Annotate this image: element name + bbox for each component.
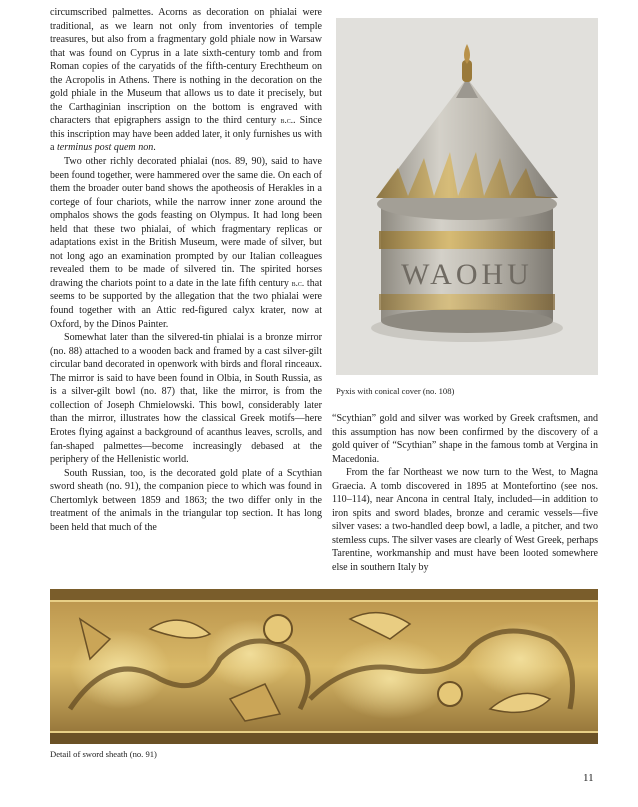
text-run: .	[153, 142, 156, 154]
latin-phrase: terminus post quem non	[56, 142, 154, 154]
pyxis-illustration	[336, 18, 598, 375]
page-number: 11	[583, 772, 594, 784]
pyxis-photo	[336, 18, 598, 375]
left-text-column	[50, 6, 322, 534]
paragraph: From the far Northeast we now turn to the West, to Magna Graecia. A tomb discovered in 1895 at Montefortino (see nos. 110–114), near Ancona in central Italy, included—in addition to iron spits and sword blades, bronze and ceramic vessels—five silver vases: a two-handled deep bowl, a ladle, a pitcher, and two stemless cups. The silver vases are clearly of West Greek, perhaps Tarentine, workmanship and must have been looted somewhere else in southern Italy by	[332, 467, 598, 574]
pyxis-caption: Pyxis with conical cover (no. 108)	[336, 386, 455, 396]
era-abbreviation: b.c.	[280, 115, 293, 126]
sword-sheath-photo	[50, 589, 598, 744]
right-text-column	[332, 412, 598, 575]
paragraph	[50, 6, 322, 155]
paragraph	[50, 155, 322, 331]
era-abbreviation: b.c.	[291, 277, 305, 288]
text-run: . Since this inscription may have been added later, it only furnishes us with a	[50, 115, 322, 154]
paragraph: “Scythian” gold and silver was worked by Greek craftsmen, and this assumption has now been confirmed by the discovery of a gold quiver of “Scythian” shape in the famous tomb at Vergina in Macedonia.	[332, 413, 598, 465]
paragraph: Somewhat later than the silvered-tin phialai is a bronze mirror (no. 88) attached to a wooden back and framed by a cast silver-gilt circular band decorated in openwork with birds and floral rinceaux. The mirror is said to have been found in Olbia, in South Russia, as is a silver-gilt bowl (no. 87) that, like the mirror, is from the collection of Joseph Chmielowski. This bowl, considerably later than the mirror, illustrates how the classical Greek motifs—here Erotes flying against a background of acanthus leaves, scrolls, and fan-shaped palmettes—become increasingly debased at the periphery of the Hellenistic world.	[50, 332, 322, 466]
text-run: circumscribed palmettes. Acorns as decoration on phialai were traditional, as we learn not only from inventories of temple treasures, but also from a fragmentary gold phiale now in Warsaw that was found on Cyprus in a late sixth-century tomb and from Roman copies of the caryatids of the fifth-century Erechtheum on the Acropolis in Athens. There is nothing in the decoration on the gold phiale in the Museum that allows us to date it precisely, but the Carthaginian inscription on the bottom is engraved with characters that epigraphers assign to the third century	[50, 7, 322, 127]
sheath-caption: Detail of sword sheath (no. 91)	[50, 749, 157, 759]
svg-text:WAOHU: WAOHU	[401, 258, 533, 291]
paragraph: South Russian, too, is the decorated gold plate of a Scythian sword sheath (no. 91), the companion piece to which was found in Chertomlyk between 1859 and 1863; the two differ only in the treatment of the animals in the triangular top section. It has long been held that much of the	[50, 467, 322, 533]
sheath-illustration	[50, 589, 598, 744]
text-run: that seems to be supported by the allegation that the two phialai were found together with an Attic red-figured calyx krater, now at Oxford, by the Dinos Painter.	[50, 277, 322, 330]
text-run: Two other richly decorated phialai (nos. 89, 90), said to have been found together, were hammered over the same die. On each of them the broader outer band shows the apotheosis of Herakles in a cortege of four chariots, while the narrow inner zone around the omphalos shows the gods feasting on Olympus. It had long been held that these two phialai, of which fragmentary replicas or adaptations exist in the British Museum, were made of silver, but not long ago an examination prompted by our Italian colleagues revealed them to be made of silvered tin. The spirited horses drawing the chariots point to a date in the late fifth century	[50, 156, 322, 289]
